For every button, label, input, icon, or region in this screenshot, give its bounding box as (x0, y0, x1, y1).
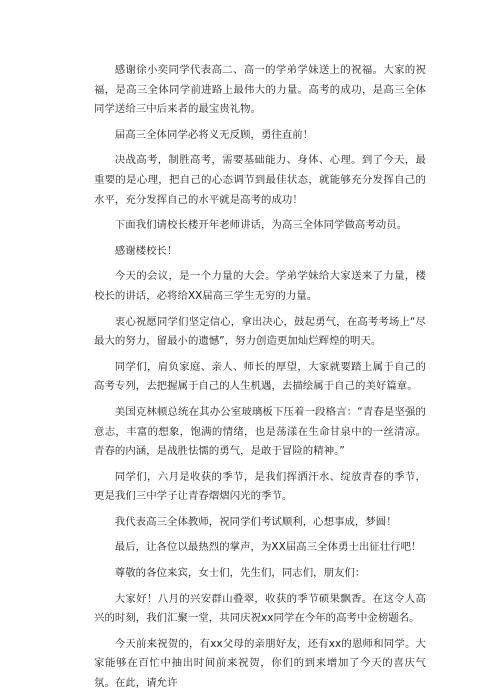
paragraph: 今天前来祝贺的，有xx父母的亲朋好友，还有xx的恩师和同学。大家能够在百忙中抽出时间前来祝贺，你们的到来增加了今天的喜庆气氛。在此，请允许 (94, 637, 426, 690)
paragraph: 美国克林顿总统在其办公室玻璃板下压着一段格言：“青春是坚强的意志，丰富的想象，饱满的情绪，也是荡漾在生命甘泉中的一丝清凉。青春的内涵，是战胜怯懦的勇气，是敢于冒险的精神。” (94, 405, 426, 458)
paragraph: 同学们，六月是收获的季节，是我们挥洒汗水、绽放青春的季节，更是我们三中学子让青春熠熠闪光的季节。 (94, 470, 426, 503)
paragraph: 大家好！八月的兴安群山叠翠，收获的季节硕果飘香。在这令人高兴的时刻，我们汇聚一堂，共同庆祝xx同学在今年的高考中金榜题名。 (94, 592, 426, 625)
paragraph: 决战高考，制胜高考，需要基础能力、身体、心理。到了今天，最重要的是心理，把自己的心态调节到最佳状态，就能够充分发挥自己的水平，充分发挥自己的水平就是高考的成功！ (94, 154, 426, 206)
paragraph: 我代表高三全体教师，祝同学们考试顺利，心想事成，梦圆！ (114, 515, 397, 528)
paragraph: 同学们，肩负家庭、亲人、师长的厚望，大家就要踏上属于自己的高考专列，去把握属于自己的人生机遇，去描绘属于自己的美好篇章。 (94, 360, 426, 393)
paragraph: 最后，让各位以最热烈的掌声，为XX届高三全体勇士出征壮行吧！ (114, 541, 422, 554)
paragraph: 下面我们请校长楼开年老师讲话，为高三全体同学做高考动员。 (114, 219, 408, 232)
document-body (94, 61, 426, 700)
paragraph: 感谢徐小奕同学代表高二、高一的学弟学妹送上的祝福。大家的祝福，是高三全体同学前进路上最伟大的力量。高考的成功，是高三全体同学送给三中后来者的最宝贵礼物。 (94, 64, 426, 116)
paragraph: 感谢楼校长！ (114, 244, 178, 257)
paragraph: 届高三全体同学必将义无反顾，勇往直前！ (114, 128, 314, 141)
paragraph: 尊敬的各位来宾，女士们，先生们，同志们，朋友们： (114, 567, 366, 580)
paragraph: 衷心祝愿同学们坚定信心，拿出决心，鼓起勇气，在高考考场上“尽最大的努力，留最小的遗憾”，努力创造更加灿烂辉煌的明天。 (94, 315, 426, 348)
paragraph: 今天的会议，是一个力量的大会。学弟学妹给大家送来了力量，楼校长的讲话，必将给XX届高三学生无穷的力量。 (94, 270, 426, 302)
